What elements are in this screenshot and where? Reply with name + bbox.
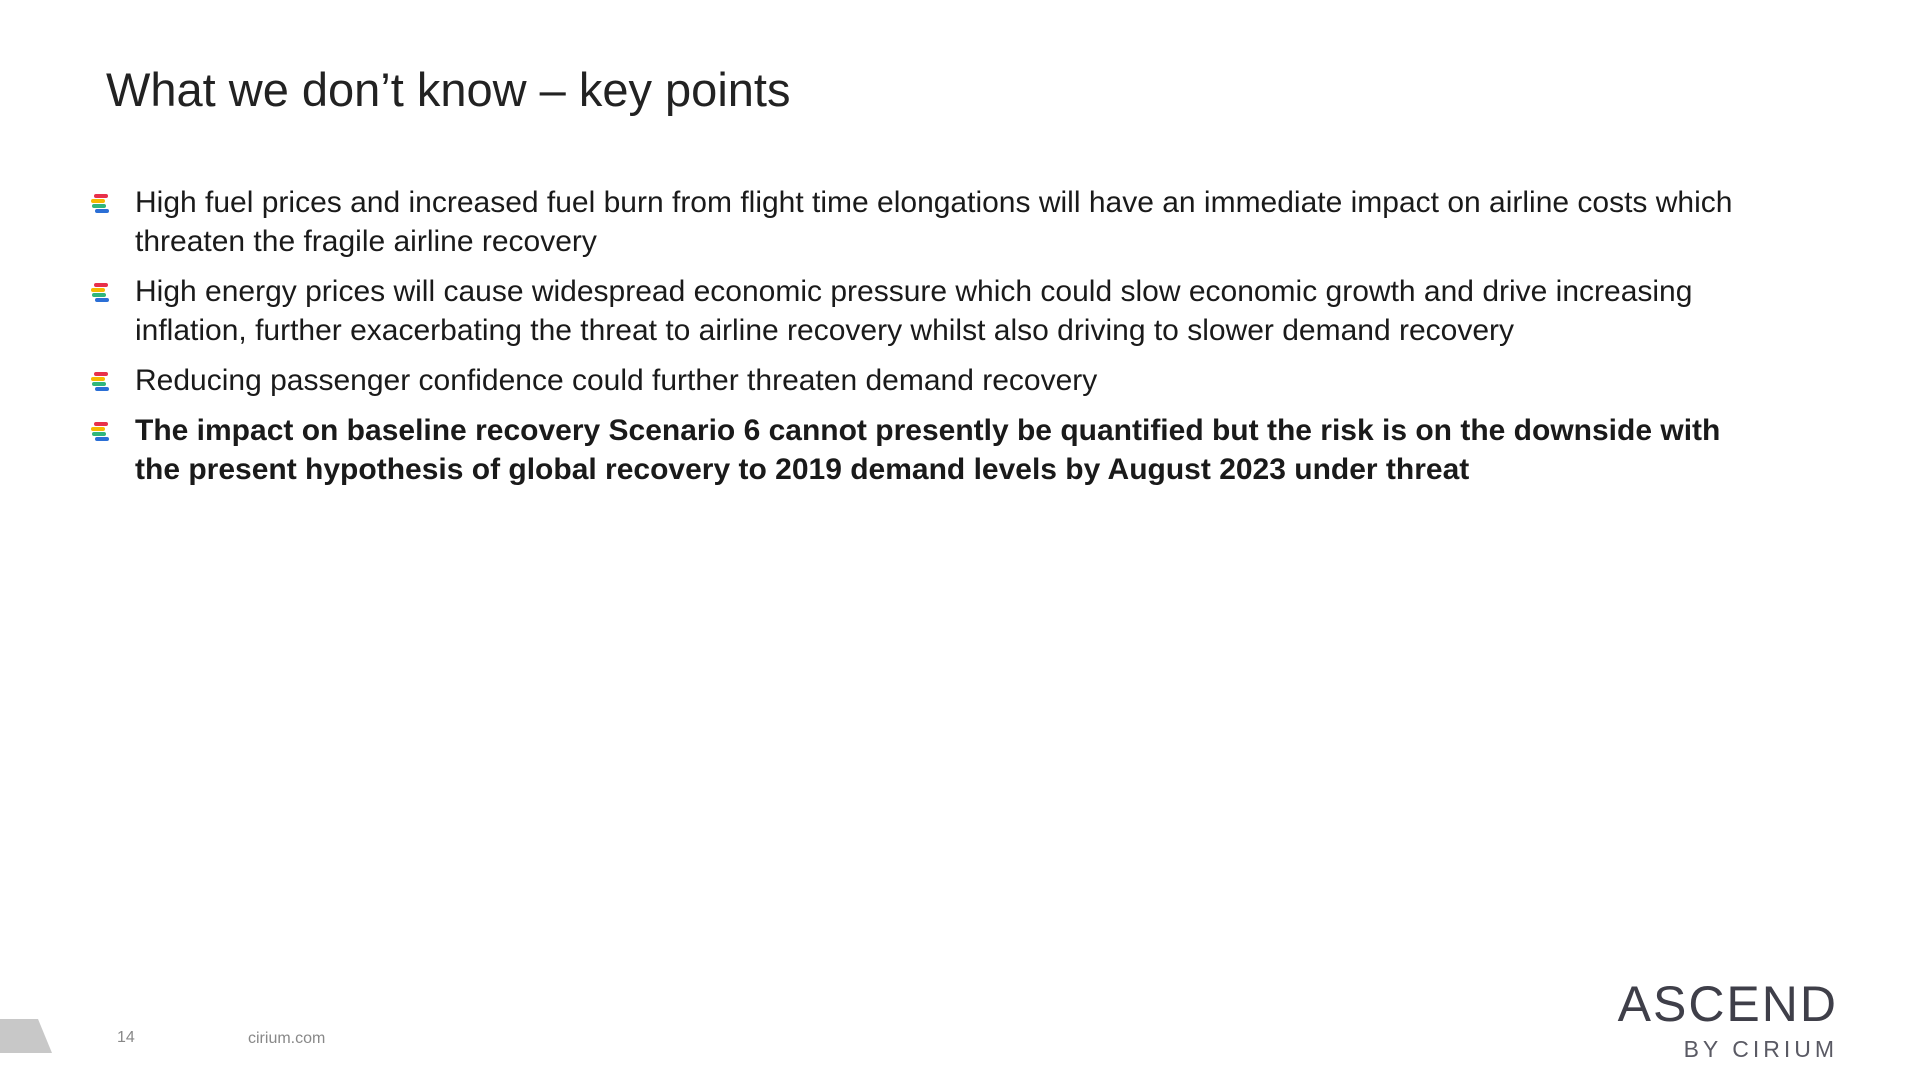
bullet-stripe (95, 209, 109, 213)
bullet-item (88, 361, 1748, 400)
bullet-stripe (91, 288, 105, 292)
bullet-stripe (91, 427, 105, 431)
slide-title: What we don’t know – key points (106, 63, 791, 116)
bullet-text: High energy prices will cause widespread economic pressure which could slow economic growth and drive increasing inflation, further exacerbating the threat to airline recovery whilst also driving to slower demand recovery (135, 275, 1693, 347)
bullet-text: High fuel prices and increased fuel burn from flight time elongations will have an immediate impact on airline costs which threaten the fragile airline recovery (135, 186, 1733, 258)
bullet-stripes-icon (88, 192, 110, 214)
bullet-item (88, 411, 1748, 489)
bullet-item (88, 183, 1748, 261)
bullet-stripes-icon (88, 281, 110, 303)
bullet-stripe (92, 382, 106, 386)
bullet-stripes-icon (88, 420, 110, 442)
bullet-stripe (95, 387, 109, 391)
bullet-item (88, 272, 1748, 350)
bullet-stripe (95, 298, 109, 302)
bullet-stripe (92, 432, 106, 436)
bullet-stripes-icon (88, 370, 110, 392)
bullet-stripe (92, 204, 106, 208)
bullet-list (88, 183, 1748, 500)
bullet-stripe (94, 372, 108, 376)
bullet-stripe (94, 283, 108, 287)
corner-tab-shape (0, 1019, 52, 1053)
bullet-stripe (94, 422, 108, 426)
ascend-logo (1598, 978, 1838, 1064)
page-number: 14 (117, 1029, 135, 1046)
bullet-stripe (91, 377, 105, 381)
bullet-text: Reducing passenger confidence could further threaten demand recovery (135, 364, 1098, 397)
bullet-text: The impact on baseline recovery Scenario 6 cannot presently be quantified but the risk is on the downside with the present hypothesis of global recovery to 2019 demand levels by August 2023 under threat (135, 414, 1721, 486)
bullet-stripe (92, 293, 106, 297)
bullet-stripe (94, 194, 108, 198)
logo-main-text: ASCEND (1617, 976, 1838, 1032)
logo-sub-text: BY CIRIUM (1683, 1036, 1838, 1062)
bullet-stripe (91, 199, 105, 203)
footer-url: cirium.com (248, 1030, 326, 1047)
bullet-stripe (95, 437, 109, 441)
